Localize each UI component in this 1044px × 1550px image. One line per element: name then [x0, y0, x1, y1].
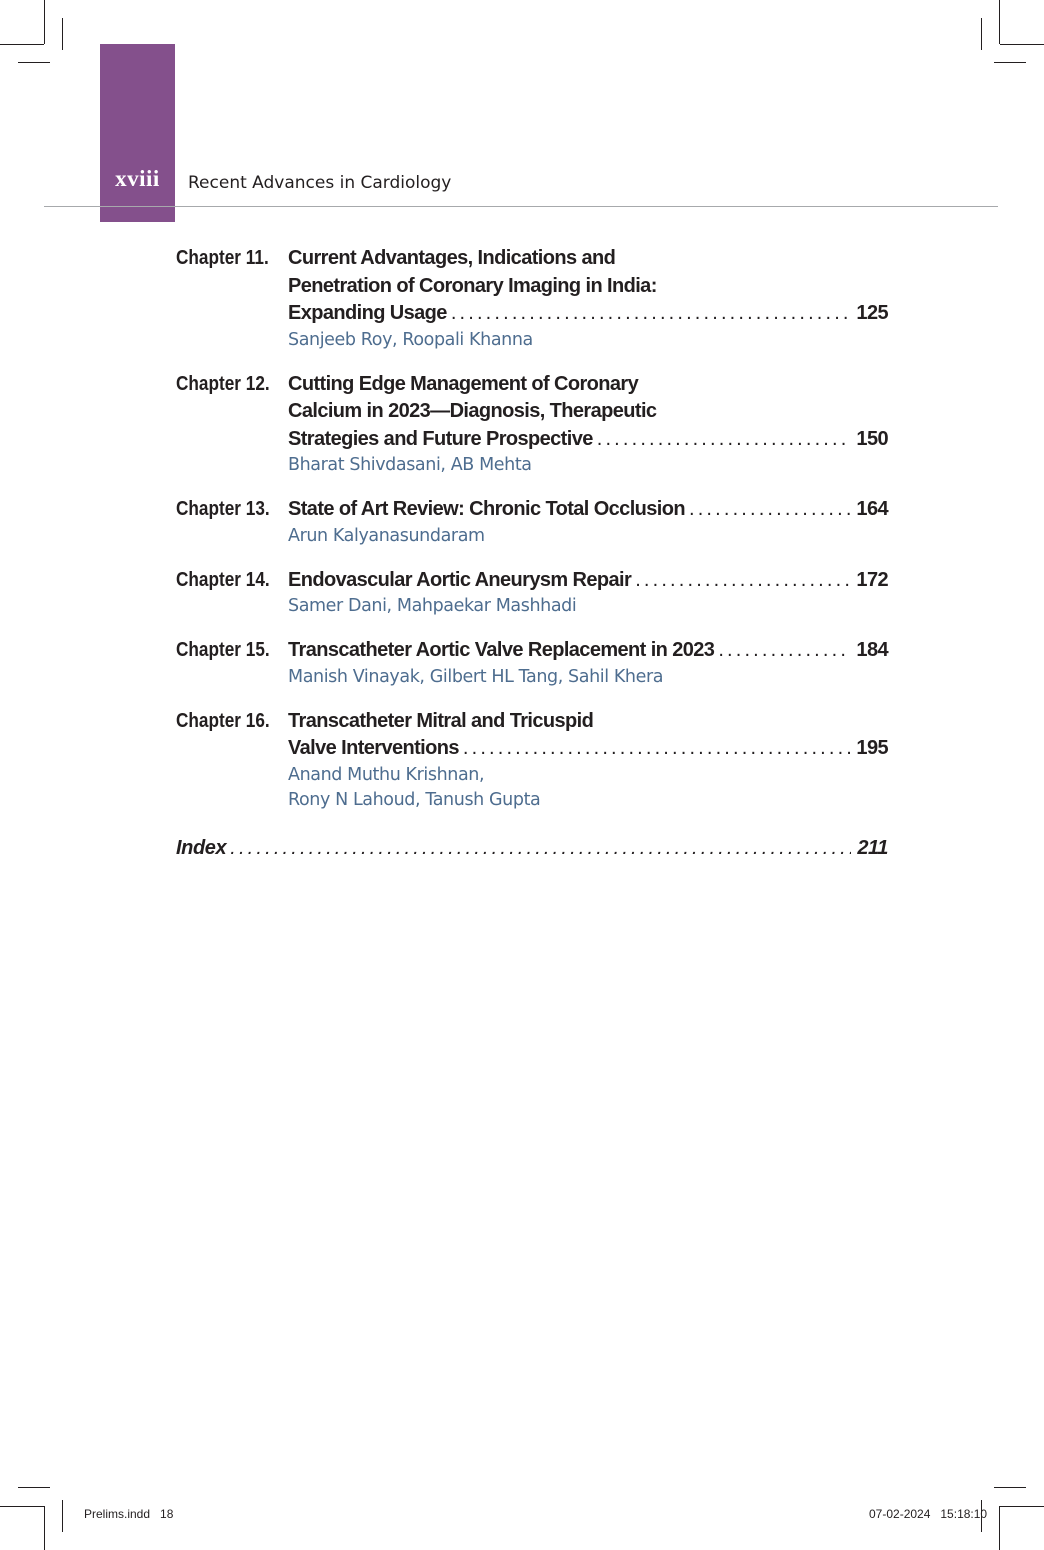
- page-ref: 150: [856, 427, 888, 450]
- chapter-authors: Bharat Shivdasani, AB Mehta: [288, 455, 532, 475]
- page-ref: 211: [857, 836, 888, 859]
- dot-leader: [689, 496, 850, 524]
- crop-mark: [994, 1487, 1026, 1488]
- header-tab: [100, 44, 175, 222]
- dot-leader: [597, 426, 851, 454]
- chapter-authors: Sanjeeb Roy, Roopali Khanna: [288, 329, 533, 350]
- chapter-title-line: State of Art Review: Chronic Total Occlusion: [288, 498, 685, 520]
- dot-leader: [718, 637, 850, 665]
- chapter-authors: Manish Vinayak, Gilbert HL Tang, Sahil Khera: [288, 666, 664, 687]
- chapter-authors: Samer Dani, Mahpaekar Mashhadi: [288, 596, 577, 616]
- crop-mark: [999, 0, 1000, 44]
- crop-mark: [994, 62, 1026, 63]
- table-of-contents: [176, 245, 888, 862]
- page-ref: 164: [856, 498, 888, 520]
- crop-mark: [62, 18, 63, 50]
- page-ref: 125: [856, 302, 888, 324]
- chapter-authors: Arun Kalyanasundaram: [288, 525, 485, 546]
- crop-mark: [18, 62, 50, 63]
- crop-mark: [1000, 1506, 1044, 1507]
- chapter-authors: Anand Muthu Krishnan,: [288, 764, 485, 785]
- chapter-label: Chapter 12.: [176, 372, 270, 395]
- dot-leader: [463, 735, 851, 763]
- chapter-title-line: Cutting Edge Management of Coronary: [288, 372, 639, 395]
- page-ref: 172: [856, 568, 888, 591]
- chapter-label: Chapter 15.: [176, 639, 270, 661]
- toc-entry-chapter-16[interactable]: [176, 708, 888, 813]
- crop-mark: [18, 1487, 50, 1488]
- crop-mark: [981, 18, 982, 50]
- page-ref: 184: [856, 639, 888, 661]
- chapter-title-line: Calcium in 2023—Diagnosis, Therapeutic: [288, 400, 657, 422]
- chapter-title-line: Transcatheter Aortic Valve Replacement in 2023: [288, 639, 715, 661]
- chapter-authors: Rony N Lahoud, Tanush Gupta: [288, 789, 541, 810]
- header-rule: [44, 206, 998, 207]
- chapter-title-line: Expanding Usage: [288, 302, 447, 324]
- chapter-title-line: Strategies and Future Prospective: [288, 427, 593, 450]
- toc-entry-chapter-15[interactable]: [176, 637, 888, 690]
- toc-entry-chapter-13[interactable]: [176, 496, 888, 549]
- crop-mark: [0, 44, 44, 45]
- slug-filename: Prelims.indd 18: [84, 1507, 174, 1521]
- toc-entry-index[interactable]: [176, 835, 888, 863]
- page-number: xviii: [115, 166, 160, 191]
- chapter-label: Chapter 13.: [176, 498, 270, 520]
- crop-mark: [1000, 44, 1044, 45]
- index-label: Index: [176, 836, 227, 859]
- crop-mark: [62, 1500, 63, 1532]
- dot-leader: [635, 567, 850, 595]
- toc-entry-chapter-12[interactable]: [176, 371, 888, 479]
- crop-mark: [44, 1506, 45, 1550]
- chapter-title-line: Endovascular Aortic Aneurysm Repair: [288, 568, 632, 591]
- slug-timestamp: 07-02-2024 15:18:10: [869, 1507, 988, 1521]
- chapter-label: Chapter 14.: [176, 568, 270, 591]
- toc-entry-chapter-14[interactable]: [176, 567, 888, 620]
- dot-leader: [230, 835, 851, 863]
- chapter-title-line: Transcatheter Mitral and Tricuspid: [288, 709, 594, 732]
- chapter-label: Chapter 11.: [176, 247, 269, 269]
- chapter-title-line: Valve Interventions: [288, 737, 459, 759]
- crop-mark: [999, 1506, 1000, 1550]
- chapter-title-line: Current Advantages, Indications and: [288, 247, 616, 269]
- dot-leader: [451, 300, 851, 328]
- chapter-label: Chapter 16.: [176, 709, 270, 732]
- page-ref: 195: [856, 737, 888, 759]
- chapter-title-line: Penetration of Coronary Imaging in India:: [288, 274, 657, 297]
- crop-mark: [44, 0, 45, 44]
- toc-entry-chapter-11[interactable]: [176, 245, 888, 353]
- crop-mark: [0, 1506, 44, 1507]
- running-title: Recent Advances in Cardiology: [188, 173, 452, 193]
